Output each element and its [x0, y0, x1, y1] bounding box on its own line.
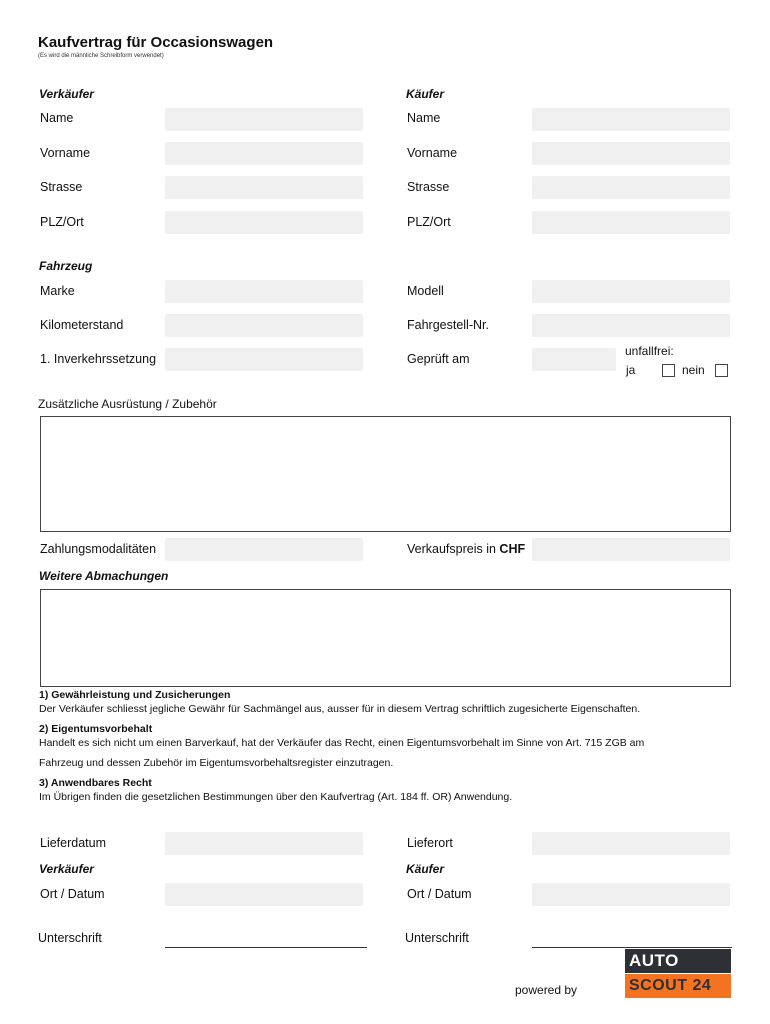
seller-strasse-label: Strasse [40, 180, 83, 194]
clause1-text: Der Verkäufer schliesst jegliche Gewähr für Sachmängel aus, ausser für in diesem Vertrag schriftlich zugesicherte Eigenschaften. [39, 703, 641, 715]
sig-seller-heading: Verkäufer [39, 862, 94, 876]
signature-line-seller[interactable] [165, 946, 367, 948]
marke-label: Marke [40, 284, 75, 298]
marke-field[interactable] [165, 280, 363, 303]
seller-strasse-field[interactable] [165, 176, 363, 199]
page-subtitle: (Es wird die männliche Schreibform verwendet) [38, 53, 164, 59]
unterschrift-seller-label: Unterschrift [38, 931, 102, 945]
ja-label: ja [626, 363, 636, 377]
unfallfrei-label: unfallfrei: [625, 344, 674, 358]
inverkehr-field[interactable] [165, 348, 363, 371]
seller-vorname-field[interactable] [165, 142, 363, 165]
seller-plz-field[interactable] [165, 211, 363, 234]
inverkehr-label: 1. Inverkehrssetzung [40, 352, 157, 366]
lieferort-label: Lieferort [407, 836, 453, 850]
lieferdatum-field[interactable] [165, 832, 363, 855]
geprueft-label: Geprüft am [407, 352, 470, 366]
buyer-heading: Käufer [406, 87, 445, 101]
seller-plz-label: PLZ/Ort [40, 215, 84, 229]
nein-checkbox[interactable] [715, 364, 728, 377]
clause2-text-line1: Handelt es sich nicht um einen Barverkauf, hat der Verkäufer das Recht, einen Eigentumsvorbehalt im Sinne von Art. 715 ZGB am [39, 737, 645, 749]
buyer-vorname-label: Vorname [407, 146, 458, 160]
ort-datum-buyer-label: Ort / Datum [407, 887, 472, 901]
zahlung-label: Zahlungsmodalitäten [40, 542, 157, 556]
further-textarea[interactable] [40, 589, 731, 687]
fahrgestell-label: Fahrgestell-Nr. [407, 318, 489, 332]
currency-label: CHF [499, 542, 526, 556]
seller-name-field[interactable] [165, 108, 363, 131]
verkaufspreis-label [407, 542, 525, 556]
fahrgestell-field[interactable] [532, 314, 730, 337]
seller-vorname-label: Vorname [40, 146, 91, 160]
modell-label: Modell [407, 284, 444, 298]
autoscout24-logo-top: AUTO [625, 949, 731, 973]
ort-datum-seller-label: Ort / Datum [40, 887, 105, 901]
geprueft-field[interactable] [532, 348, 616, 371]
kilometerstand-label: Kilometerstand [40, 318, 124, 332]
extras-label: Zusätzliche Ausrüstung / Zubehör [38, 397, 217, 411]
verkaufspreis-text: Verkaufspreis in [407, 542, 496, 556]
unterschrift-buyer-label: Unterschrift [405, 931, 469, 945]
powered-by-label: powered by [515, 983, 578, 997]
further-heading: Weitere Abmachungen [39, 569, 169, 583]
buyer-plz-field[interactable] [532, 211, 730, 234]
buyer-plz-label: PLZ/Ort [407, 215, 451, 229]
buyer-strasse-field[interactable] [532, 176, 730, 199]
clause3-text: Im Übrigen finden die gesetzlichen Bestimmungen über den Kaufvertrag (Art. 184 ff. OR) Anwendung. [39, 791, 513, 803]
clause1-heading: 1) Gewährleistung und Zusicherungen [39, 689, 231, 701]
modell-field[interactable] [532, 280, 730, 303]
lieferdatum-label: Lieferdatum [40, 836, 107, 850]
ja-checkbox[interactable] [662, 364, 675, 377]
seller-heading: Verkäufer [39, 87, 94, 101]
ort-datum-buyer-field[interactable] [532, 883, 730, 906]
buyer-name-label: Name [407, 111, 441, 125]
signature-line-buyer[interactable] [532, 946, 732, 948]
ort-datum-seller-field[interactable] [165, 883, 363, 906]
buyer-strasse-label: Strasse [407, 180, 450, 194]
page-title: Kaufvertrag für Occasionswagen [38, 34, 274, 51]
sig-buyer-heading: Käufer [406, 862, 445, 876]
clause3-heading: 3) Anwendbares Recht [39, 777, 152, 789]
seller-name-label: Name [40, 111, 74, 125]
kilometerstand-field[interactable] [165, 314, 363, 337]
buyer-name-field[interactable] [532, 108, 730, 131]
clause2-heading: 2) Eigentumsvorbehalt [39, 723, 153, 735]
autoscout24-logo-bottom: SCOUT 24 [625, 974, 731, 998]
buyer-vorname-field[interactable] [532, 142, 730, 165]
clause2-text-line2: Fahrzeug und dessen Zubehör im Eigentumsvorbehaltsregister einzutragen. [39, 757, 394, 769]
zahlung-field[interactable] [165, 538, 363, 561]
vehicle-heading: Fahrzeug [39, 259, 93, 273]
extras-textarea[interactable] [40, 416, 731, 532]
verkaufspreis-field[interactable] [532, 538, 730, 561]
lieferort-field[interactable] [532, 832, 730, 855]
nein-label: nein [682, 363, 705, 377]
